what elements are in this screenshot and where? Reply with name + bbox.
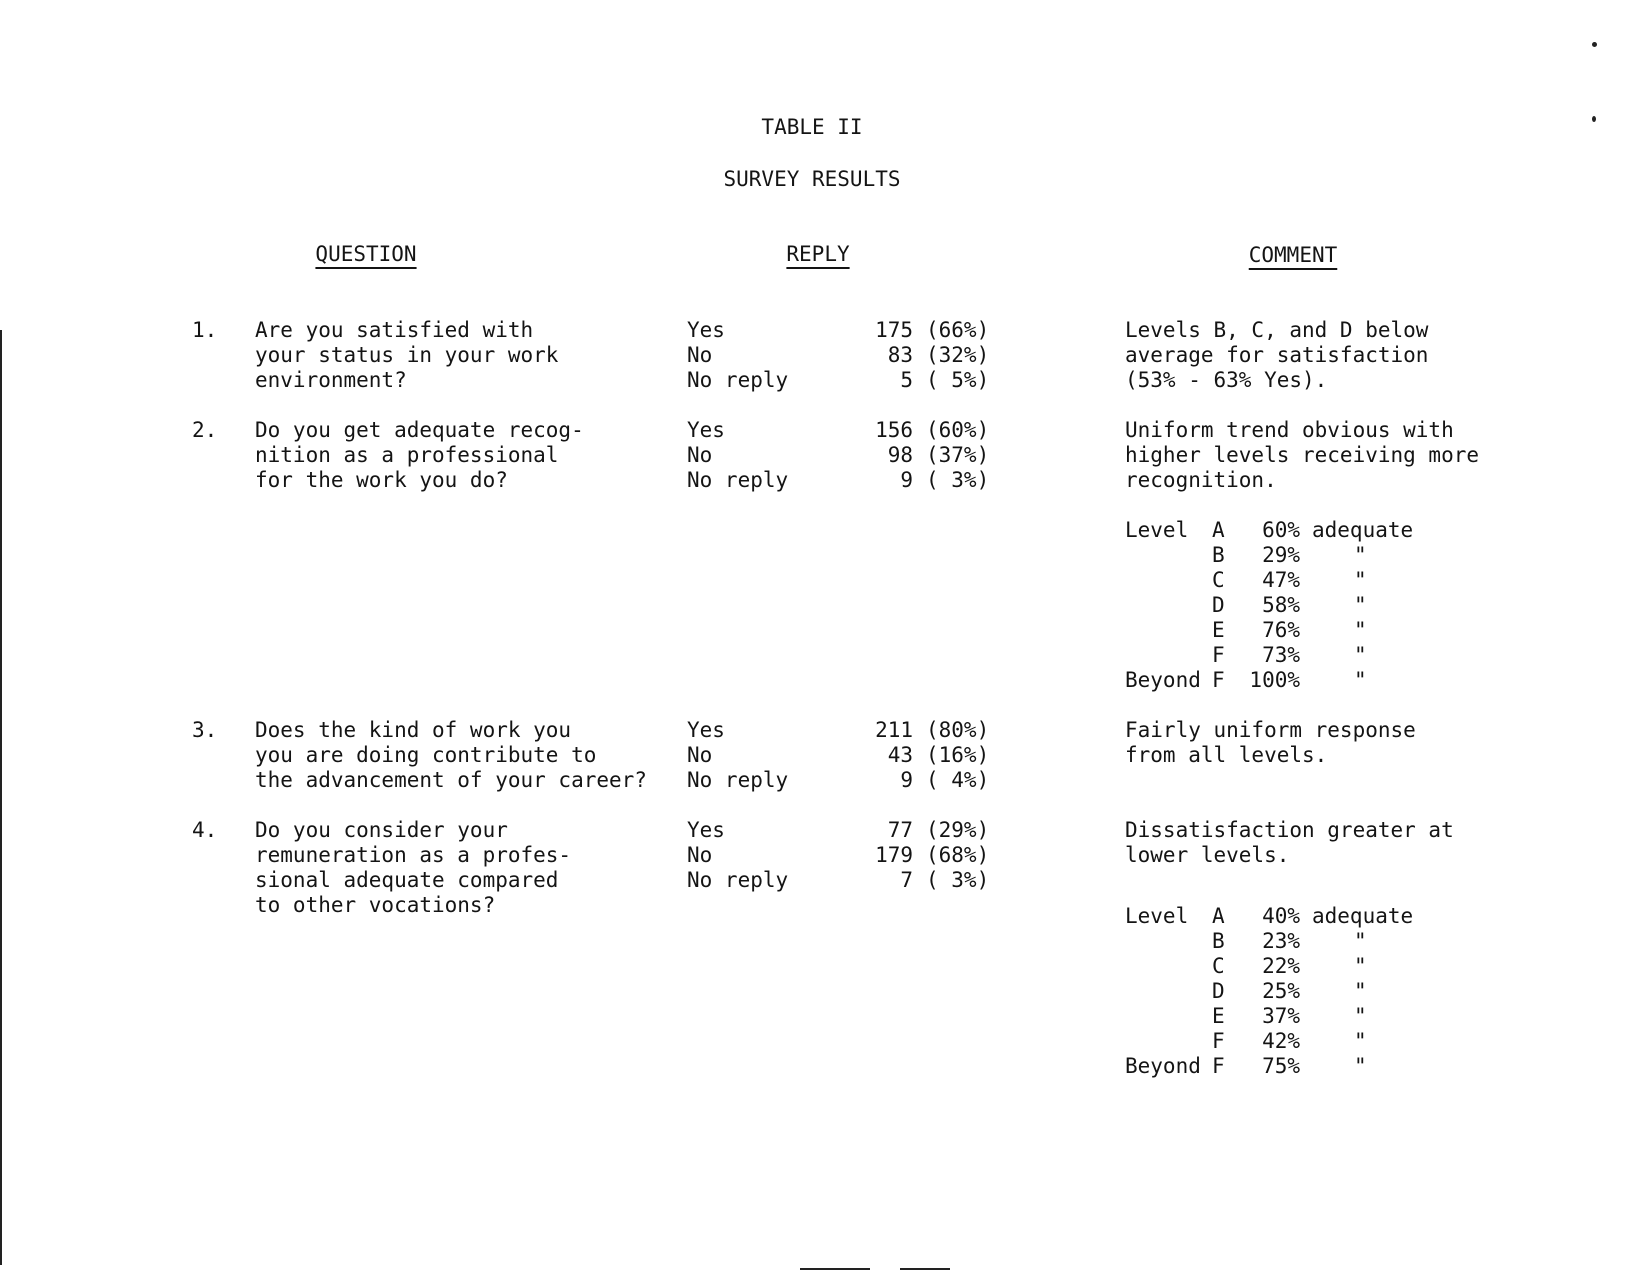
question-number: 3. [192, 718, 218, 742]
reply-label: No reply [687, 468, 789, 492]
reply-count: 83 [887, 343, 913, 367]
reply-count: 98 [887, 443, 913, 467]
level-note: " [1354, 543, 1367, 567]
level-letter: A [1212, 904, 1225, 928]
comment-line: lower levels. [1125, 843, 1290, 867]
level-percent: 37% [1262, 1004, 1300, 1028]
question-text-line: your status in your work [255, 343, 559, 367]
level-letter: B [1212, 543, 1225, 567]
level-prefix: Beyond [1125, 668, 1201, 692]
level-note: " [1354, 954, 1367, 978]
level-letter: F [1212, 1029, 1225, 1053]
comment-line: from all levels. [1125, 743, 1328, 767]
reply-label: Yes [687, 718, 725, 742]
question-number: 1. [192, 318, 218, 342]
level-note: " [1354, 668, 1367, 692]
scan-edge-line [0, 330, 2, 1265]
question-text-line: the advancement of your career? [255, 768, 647, 792]
reply-percent: (66%) [926, 318, 990, 342]
level-letter: E [1212, 1004, 1225, 1028]
comment-line: Levels B, C, and D below [1125, 318, 1429, 342]
reply-percent: (68%) [926, 843, 990, 867]
level-note: " [1354, 1029, 1367, 1053]
level-letter: A [1212, 518, 1225, 542]
level-letter: E [1212, 618, 1225, 642]
level-percent: 25% [1262, 979, 1300, 1003]
comment-line: average for satisfaction [1125, 343, 1429, 367]
level-letter: C [1212, 568, 1225, 592]
reply-label: No [687, 743, 713, 767]
question-number: 4. [192, 818, 218, 842]
level-percent: 40% [1262, 904, 1300, 928]
reply-label: Yes [687, 818, 725, 842]
reply-label: No [687, 843, 713, 867]
level-percent: 75% [1262, 1054, 1300, 1078]
reply-count: 77 [887, 818, 913, 842]
reply-label: No [687, 443, 713, 467]
header-reply: REPLY [786, 242, 850, 266]
comment-line: (53% - 63% Yes). [1125, 368, 1328, 392]
reply-label: Yes [687, 418, 725, 442]
level-letter: D [1212, 979, 1225, 1003]
comment-line: recognition. [1125, 468, 1277, 492]
question-text-line: Do you consider your [255, 818, 508, 842]
reply-count: 43 [887, 743, 913, 767]
reply-count: 156 [875, 418, 913, 442]
reply-count: 9 [900, 468, 913, 492]
level-letter: D [1212, 593, 1225, 617]
level-percent: 58% [1262, 593, 1300, 617]
level-note: " [1354, 568, 1367, 592]
question-text-line: for the work you do? [255, 468, 508, 492]
level-letter: F [1212, 1054, 1225, 1078]
reply-label: No reply [687, 768, 789, 792]
level-letter: F [1212, 643, 1225, 667]
level-note: adequate [1312, 518, 1414, 542]
reply-percent: ( 5%) [926, 368, 990, 392]
reply-count: 9 [900, 768, 913, 792]
reply-label: No [687, 343, 713, 367]
header-comment: COMMENT [1248, 243, 1338, 267]
reply-percent: ( 3%) [926, 868, 990, 892]
level-note: " [1354, 929, 1367, 953]
reply-count: 7 [900, 868, 913, 892]
level-note: adequate [1312, 904, 1414, 928]
comment-line: Dissatisfaction greater at [1125, 818, 1454, 842]
reply-count: 179 [875, 843, 913, 867]
level-letter: C [1212, 954, 1225, 978]
reply-count: 5 [900, 368, 913, 392]
question-text-line: Does the kind of work you [255, 718, 572, 742]
level-percent: 60% [1262, 518, 1300, 542]
table-label: TABLE II [761, 115, 863, 139]
level-note: " [1354, 618, 1367, 642]
header-question: QUESTION [315, 242, 417, 266]
level-percent: 22% [1262, 954, 1300, 978]
level-note: " [1354, 643, 1367, 667]
scan-speck [1592, 42, 1597, 47]
comment-line: Uniform trend obvious with [1125, 418, 1454, 442]
reply-percent: ( 4%) [926, 768, 990, 792]
level-note: " [1354, 979, 1367, 1003]
question-text-line: Are you satisfied with [255, 318, 534, 342]
level-prefix: Beyond [1125, 1054, 1201, 1078]
level-percent: 73% [1262, 643, 1300, 667]
question-text-line: remuneration as a profes- [255, 843, 572, 867]
level-note: " [1354, 593, 1367, 617]
level-prefix: Level [1125, 518, 1189, 542]
reply-percent: (16%) [926, 743, 990, 767]
table-title: SURVEY RESULTS [723, 167, 901, 191]
question-text-line: environment? [255, 368, 407, 392]
question-text-line: to other vocations? [255, 893, 496, 917]
question-number: 2. [192, 418, 218, 442]
question-text-line: you are doing contribute to [255, 743, 597, 767]
reply-percent: (37%) [926, 443, 990, 467]
level-percent: 76% [1262, 618, 1300, 642]
level-note: " [1354, 1004, 1367, 1028]
level-percent: 42% [1262, 1029, 1300, 1053]
comment-line: higher levels receiving more [1125, 443, 1480, 467]
reply-count: 175 [875, 318, 913, 342]
level-prefix: Level [1125, 904, 1189, 928]
level-letter: F [1212, 668, 1225, 692]
question-text-line: Do you get adequate recog- [255, 418, 584, 442]
reply-label: Yes [687, 318, 725, 342]
reply-percent: (32%) [926, 343, 990, 367]
reply-count: 211 [875, 718, 913, 742]
level-letter: B [1212, 929, 1225, 953]
reply-percent: (80%) [926, 718, 990, 742]
scan-speck [1592, 116, 1596, 122]
level-percent: 29% [1262, 543, 1300, 567]
level-percent: 23% [1262, 929, 1300, 953]
reply-label: No reply [687, 368, 789, 392]
question-text-line: nition as a professional [255, 443, 559, 467]
reply-percent: (60%) [926, 418, 990, 442]
level-percent: 100% [1249, 668, 1300, 692]
reply-percent: ( 3%) [926, 468, 990, 492]
reply-label: No reply [687, 868, 789, 892]
reply-percent: (29%) [926, 818, 990, 842]
comment-line: Fairly uniform response [1125, 718, 1416, 742]
question-text-line: sional adequate compared [255, 868, 559, 892]
level-note: " [1354, 1054, 1367, 1078]
level-percent: 47% [1262, 568, 1300, 592]
